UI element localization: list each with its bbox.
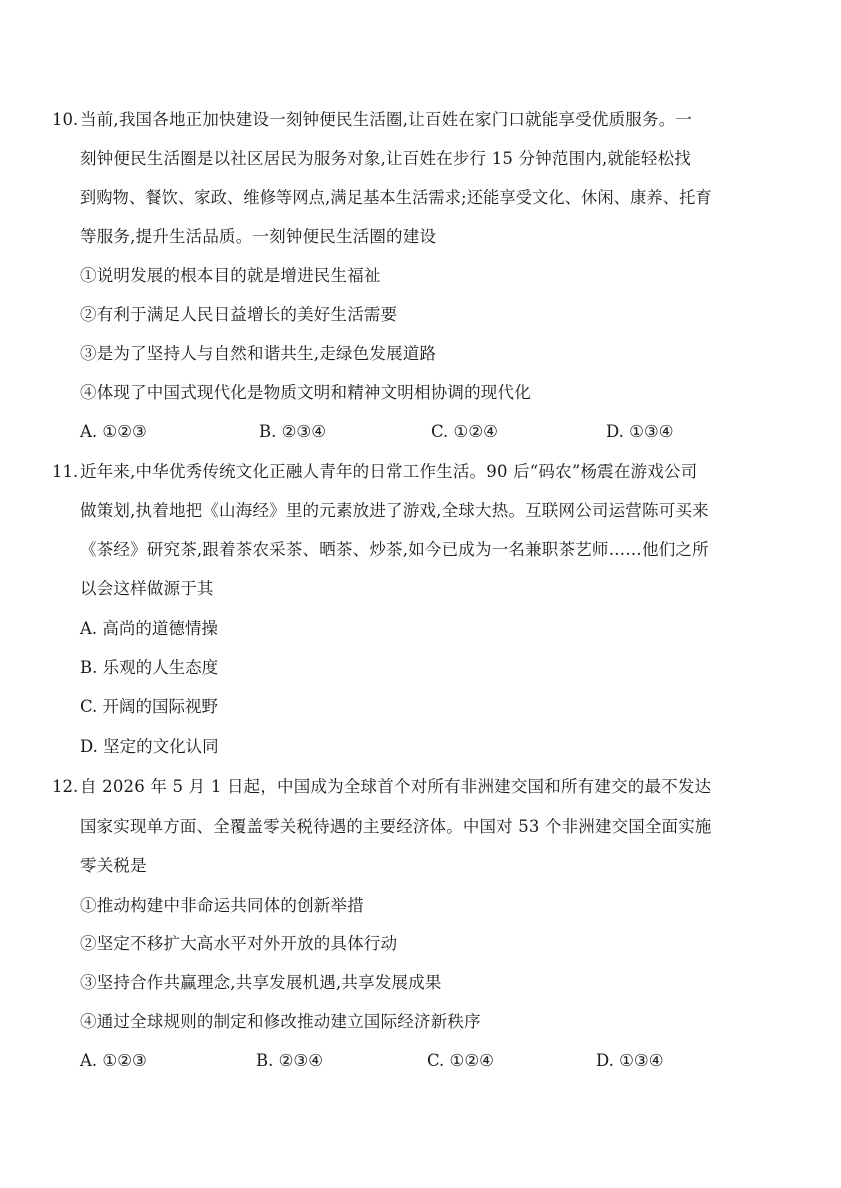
question-stem-line: 到购物、餐饮、家政、维修等网点,满足基本生活需求;还能享受文化、休闲、康养、托育 (80, 188, 712, 207)
question-stem-line: 等服务,提升生活品质。一刻钟便民生活圈的建设 (80, 227, 437, 246)
question-stem-line: 零关税是 (80, 856, 147, 875)
option-d: D. ①③④ (596, 1051, 664, 1070)
question-stem-line: 《茶经》研究茶,跟着茶农采茶、晒茶、炒茶,如今已成为一名兼职茶艺师……他们之所 (80, 540, 709, 559)
option-c: C. ①②④ (431, 422, 498, 441)
option-b: B. ②③④ (256, 1051, 323, 1070)
option-d: D. ①③④ (606, 422, 674, 441)
option-c: C. 开阔的国际视野 (80, 697, 219, 716)
question-number: 11. (52, 462, 79, 481)
question-number: 12. (52, 777, 79, 796)
option-d: D. 坚定的文化认同 (80, 737, 219, 756)
option-a: A. 高尚的道德情操 (80, 619, 218, 638)
question-stem-line: 做策划,执着地把《山海经》里的元素放进了游戏,全球大热。互联网公司运营陈可买来 (80, 501, 709, 520)
question-stem-line: 近年来,中华优秀传统文化正融人青年的日常工作生活。90 后“码农”杨震在游戏公司 (80, 462, 698, 481)
option-b: B. 乐观的人生态度 (80, 658, 219, 677)
statement-1: ①推动构建中非命运共同体的创新举措 (80, 896, 364, 915)
statement-3: ③是为了坚持人与自然和谐共生,走绿色发展道路 (80, 344, 437, 363)
statement-2: ②坚定不移扩大高水平对外开放的具体行动 (80, 934, 398, 953)
question-stem-line: 以会这样做源于其 (80, 579, 214, 598)
statement-2: ②有利于满足人民日益增长的美好生活需要 (80, 305, 398, 324)
option-a: A. ①②③ (80, 422, 147, 441)
question-stem-line: 自 2026 年 5 月 1 日起，中国成为全球首个对所有非洲建交国和所有建交的最不发达 (80, 777, 712, 796)
option-b: B. ②③④ (259, 422, 326, 441)
statement-1: ①说明发展的根本目的就是增进民生福祉 (80, 266, 381, 285)
question-stem-line: 当前,我国各地正加快建设一刻钟便民生活圈,让百姓在家门口就能享受优质服务。一 (80, 110, 693, 129)
question-number: 10. (52, 110, 79, 129)
statement-4: ④体现了中国式现代化是物质文明和精神文明相协调的现代化 (80, 383, 531, 402)
question-stem-line: 国家实现单方面、全覆盖零关税待遇的主要经济体。中国对 53 个非洲建交国全面实施 (80, 817, 712, 836)
statement-3: ③坚持合作共赢理念,共享发展机遇,共享发展成果 (80, 973, 442, 992)
option-c: C. ①②④ (427, 1051, 494, 1070)
question-stem-line: 刻钟便民生活圈是以社区居民为服务对象,让百姓在步行 15 分钟范围内,就能轻松找 (80, 149, 691, 168)
statement-4: ④通过全球规则的制定和修改推动建立国际经济新秩序 (80, 1012, 481, 1031)
option-a: A. ①②③ (80, 1051, 147, 1070)
